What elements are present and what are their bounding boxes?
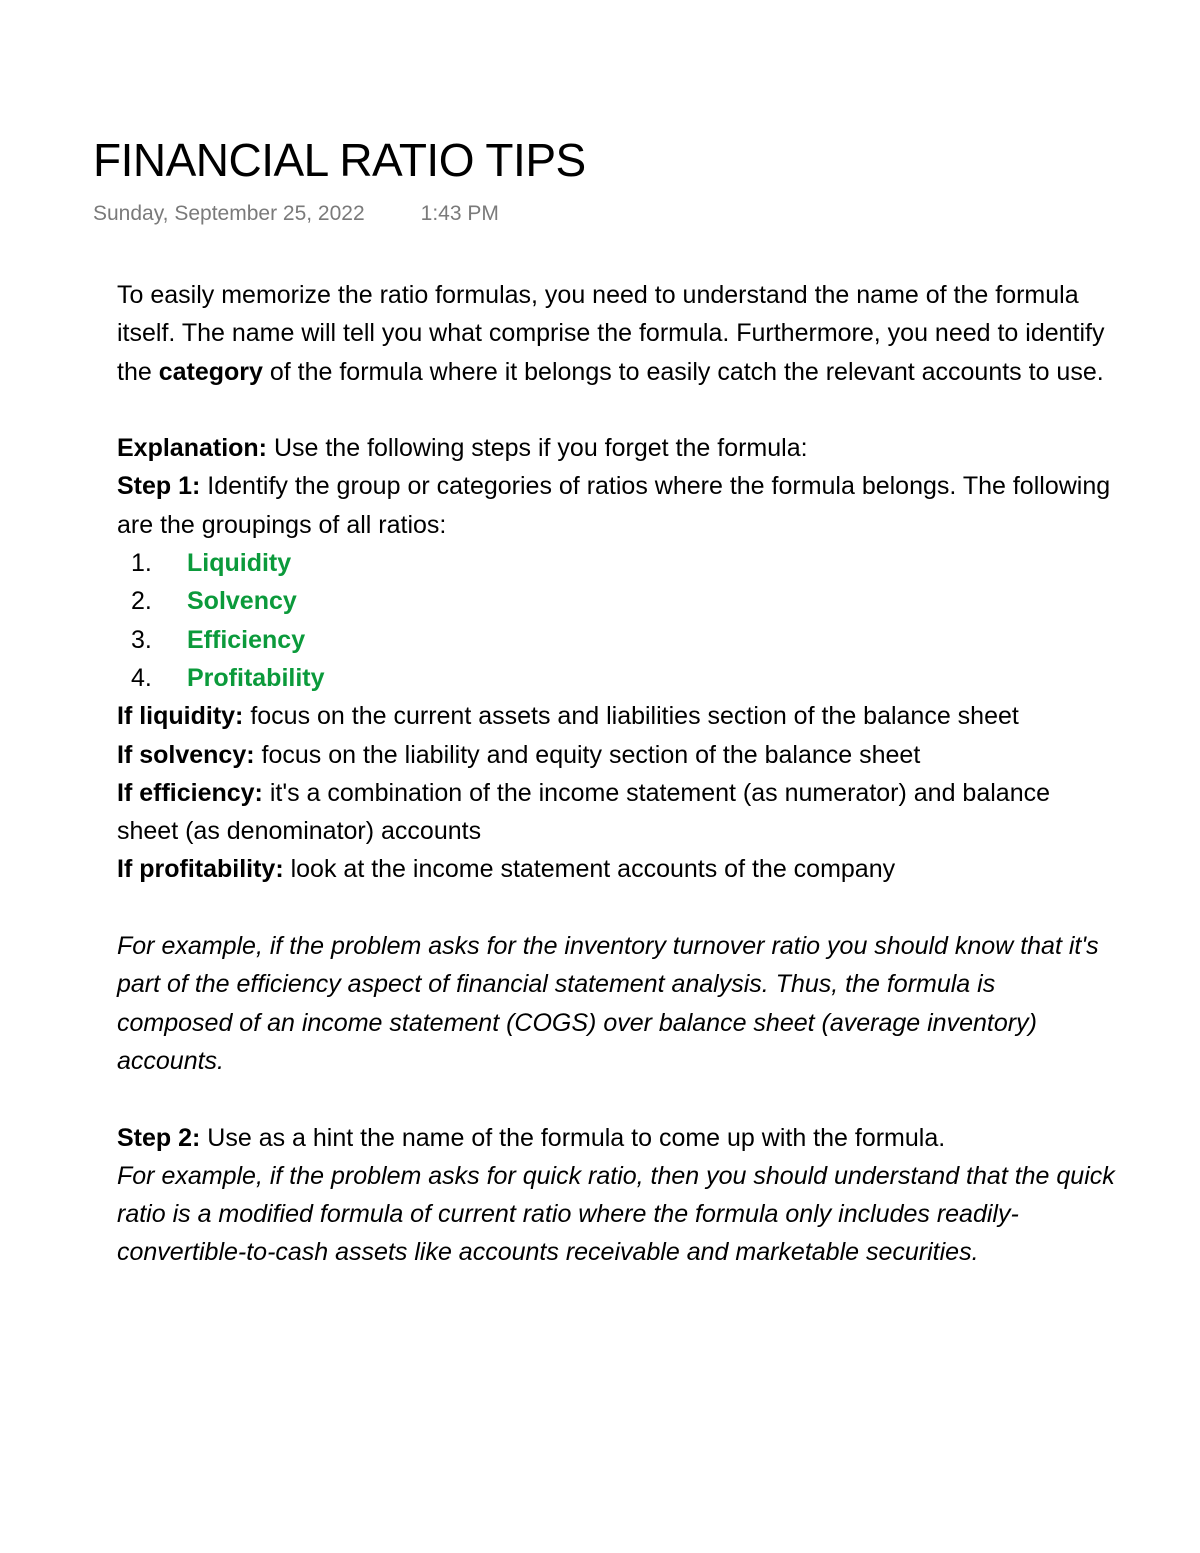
explanation-line [117, 429, 1117, 467]
intro-paragraph [117, 276, 1117, 391]
category-solvency: Solvency [187, 587, 297, 616]
step1-paragraph [117, 467, 1117, 544]
step2-text: Use as a hint the name of the formula to come up with the formula. [200, 1123, 946, 1152]
rule-efficiency [117, 774, 1117, 851]
list-item [117, 621, 1117, 659]
step2-line [117, 1119, 1117, 1157]
blank-line [117, 889, 1117, 927]
rule-text: focus on the liability and equity section of the balance sheet [254, 740, 921, 769]
list-number: 4. [131, 663, 152, 692]
list-item [117, 544, 1117, 582]
page-title: FINANCIAL RATIO TIPS [93, 134, 586, 186]
note-body [117, 276, 1117, 1272]
rule-label: If liquidity: [117, 702, 244, 731]
time-text: 1:43 PM [420, 202, 499, 225]
timestamp [93, 199, 499, 229]
category-efficiency: Efficiency [187, 625, 306, 654]
list-number: 1. [131, 549, 152, 578]
rule-liquidity [117, 697, 1117, 735]
rule-text: focus on the current assets and liabilities section of the balance sheet [243, 702, 1019, 731]
rule-label: If efficiency: [117, 778, 263, 807]
step1-text: Identify the group or categories of ratios where the formula belongs. The following are the groupings of all ratios: [117, 472, 1111, 539]
explanation-text: Use the following steps if you forget the formula: [267, 434, 808, 463]
list-item [117, 659, 1117, 697]
rule-solvency [117, 736, 1117, 774]
rule-label: If profitability: [117, 855, 284, 884]
category-profitability: Profitability [187, 663, 325, 692]
intro-bold-category: category [158, 357, 263, 386]
rule-label: If solvency: [117, 740, 255, 769]
intro-text-1: To easily memorize the ratio formulas, you need to understand the name of the formula itself. The name will tell you what comprise the formula. Furthermore, you need to identify the [117, 281, 1105, 386]
list-number: 2. [131, 587, 152, 616]
rule-text: it's a combination of the income statement (as numerator) and balance sheet (as denominator) accounts [117, 778, 1051, 846]
step1-label: Step 1: [117, 472, 201, 501]
rule-text: look at the income statement accounts of the company [283, 855, 896, 884]
blank-line [117, 1080, 1117, 1118]
explanation-label: Explanation: [117, 434, 268, 463]
list-number: 3. [131, 625, 152, 654]
example-inventory-turnover: For example, if the problem asks for the inventory turnover ratio you should know that it's part of the efficiency aspect of financial statement analysis. Thus, the formula is composed of an income statement (COGS) over balance sheet (average inventory) accounts. [117, 932, 1099, 1075]
blank-line [117, 391, 1117, 429]
step2-label: Step 2: [117, 1123, 201, 1152]
category-liquidity: Liquidity [187, 549, 292, 578]
example-quick-ratio: For example, if the problem asks for quick ratio, then you should understand that the quick ratio is a modified formula of current ratio where the formula only includes readily-convertible-to-cash assets like accounts receivable and marketable securities. [117, 1161, 1115, 1267]
list-item [117, 582, 1117, 620]
date-text: Sunday, September 25, 2022 [93, 202, 365, 225]
ratio-categories-list [117, 544, 1117, 697]
rule-profitability [117, 850, 1117, 888]
intro-text-2: of the formula where it belongs to easily catch the relevant accounts to use. [262, 357, 1104, 386]
